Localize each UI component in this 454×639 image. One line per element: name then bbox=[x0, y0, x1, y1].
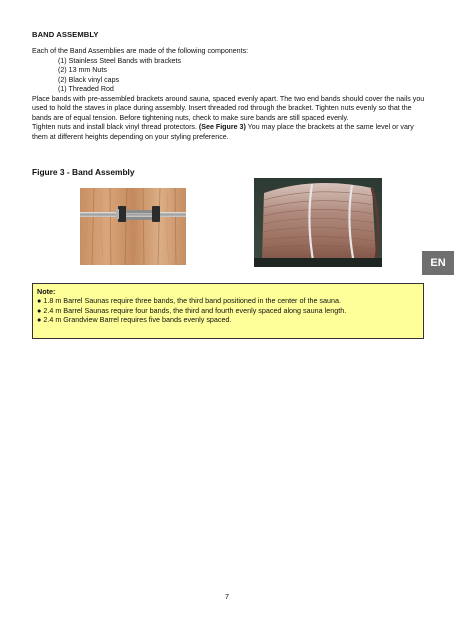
component-item: (2) 13 mm Nuts bbox=[58, 66, 107, 74]
component-item: (2) Black vinyl caps bbox=[58, 75, 120, 84]
section-heading: BAND ASSEMBLY bbox=[32, 30, 99, 39]
figure-title: Figure 3 - Band Assembly bbox=[32, 167, 135, 177]
note-box bbox=[32, 283, 424, 339]
note-item: ● 1.8 m Barrel Saunas require three bands, the third band positioned in the center of the sauna. bbox=[37, 296, 342, 306]
barrel-sauna-photo bbox=[254, 178, 382, 267]
component-item: (1) Stainless Steel Bands with brackets bbox=[58, 56, 182, 65]
note-item: ● 2.4 m Grandview Barrel requires five bands evenly spaced. bbox=[37, 315, 232, 325]
component-item: (1) Threaded Rod bbox=[58, 85, 114, 93]
components-list bbox=[58, 57, 427, 95]
section-body bbox=[32, 47, 427, 142]
band-bracket-illustration bbox=[80, 188, 186, 265]
band-bracket-photo bbox=[80, 188, 186, 265]
figure-reference: (See Figure 3) bbox=[198, 123, 246, 131]
instruction-paragraph-1: Place bands with pre-assembled brackets around sauna, spaced evenly apart. The two end bands should cover the nails you used to hold the staves in place during assembly. Insert threaded rod through the bracket. Tighten nuts evenly so that the bands are of equal tension. Before tightening nuts, check to make sure bands are still spaced evenly. bbox=[32, 94, 425, 122]
note-title: Note: bbox=[37, 287, 56, 296]
instruction-text: Tighten nuts and install black vinyl thread protectors. bbox=[32, 123, 199, 131]
language-tab: EN bbox=[422, 251, 454, 275]
page-number: 7 bbox=[225, 592, 229, 601]
instruction-text: You may place the brackets at the same level or vary them at different heights depending on your styling preference. bbox=[32, 123, 414, 141]
barrel-sauna-illustration bbox=[254, 178, 382, 267]
components-intro: Each of the Band Assemblies are made of the following components: bbox=[32, 47, 249, 55]
note-item: ● 2.4 m Barrel Saunas require four bands, the third and fourth evenly spaced along sauna length. bbox=[37, 305, 347, 315]
instruction-paragraph-2 bbox=[32, 123, 427, 142]
